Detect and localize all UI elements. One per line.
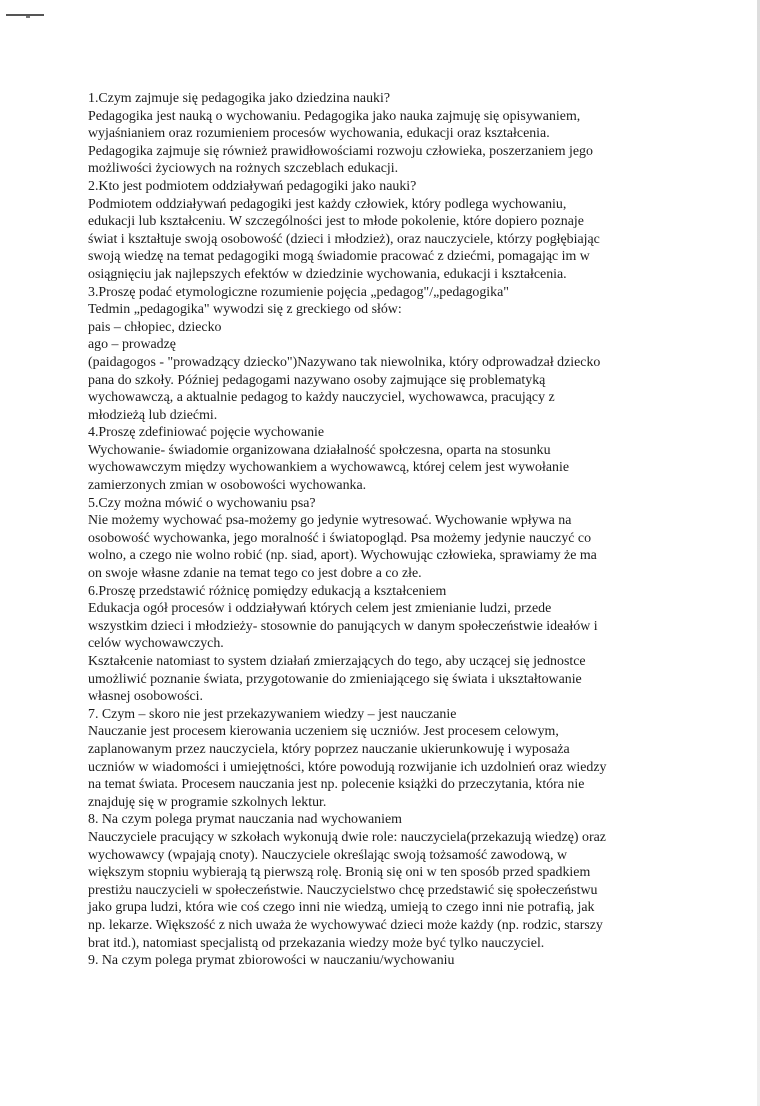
text-line: Tedmin „pedagogika" wywodzi się z greckiego od słów: (88, 302, 402, 318)
text-line: celów wychowawczych. (88, 636, 224, 652)
text-line: (paidagogos - "prowadzący dziecko")Nazywano tak niewolnika, który odprowadzał dziecko (88, 354, 601, 370)
text-line: uczniów w wiadomości i umiejętności, które powodują rozwijanie ich uzdolnień oraz wiedzy (88, 759, 607, 775)
document-page (88, 90, 688, 970)
text-line: Nauczyciele pracujący w szkołach wykonują dwie role: nauczyciela(przekazują wiedzę) oraz (88, 829, 606, 845)
text-line: jako grupa ludzi, która wie coś czego inni nie wiedzą, umieją to czego inni nie potrafią, jak (88, 900, 595, 916)
text-line: wyjaśnianiem oraz rozumieniem procesów wychowania, edukacji oraz kształcenia. (88, 126, 550, 142)
text-line: prestiżu nauczycieli w społeczeństwie. Nauczycielstwo chcę przedstawić się społeczeństwu (88, 882, 598, 898)
text-line: pais – chłopiec, dziecko (88, 319, 222, 335)
text-line: osiągnięciu jak najlepszych efektów w dziedzinie wychowania, edukacji i kształcenia. (88, 266, 567, 282)
question-line: 6.Proszę przedstawić różnicę pomiędzy edukacją a kształceniem (88, 583, 447, 599)
text-line: świat i kształtuje swoją osobowość (dzieci i młodzież), oraz nauczyciele, którzy pogłębiając (88, 231, 600, 247)
scan-mark (6, 14, 44, 16)
text-line: wychowawczą, a aktualnie pedagog to każdy nauczyciel, wychowawca, pracujący z (88, 390, 555, 406)
text-line: na temat świata. Procesem nauczania jest np. polecenie książki do przeczytania, która nie (88, 777, 585, 793)
text-line: własnej osobowości. (88, 689, 203, 705)
text-line: możliwości życiowych na rożnych szczeblach edukacji. (88, 161, 399, 177)
text-line: umożliwić poznanie świata, przygotowanie do zmieniającego się świata i ukształtowanie (88, 671, 582, 687)
text-line: np. lekarze. Większość z nich uważa że wychowywać dzieci może każdy (np. rodzic, starszy (88, 917, 603, 933)
question-line: 2.Kto jest podmiotem oddziaływań pedagogiki jako nauki? (88, 178, 417, 194)
text-line: brat itd.), natomiast specjalistą od przekazania wiedzy może być tylko nauczyciel. (88, 935, 545, 951)
question-line: 5.Czy można mówić o wychowaniu psa? (88, 495, 316, 511)
text-line: większym stopniu wybierają tą pierwszą rolę. Bronią się oni w ten sposób przed spadkiem (88, 865, 591, 881)
text-line: ago – prowadzę (88, 337, 176, 353)
text-line: wolno, a czego nie wolno robić (np. siad, aport). Wychowując człowieka, sprawiamy że ma (88, 548, 597, 564)
text-line: Pedagogika jest nauką o wychowaniu. Pedagogika jako nauka zajmuję się opisywaniem, (88, 108, 581, 124)
text-line: edukacji lub kształceniu. W szczególności jest to młode pokolenie, które dopiero poznaje (88, 214, 584, 230)
question-line: 1.Czym zajmuje się pedagogika jako dziedzina nauki? (88, 91, 391, 106)
text-line: on swoje własne zdanie na temat tego co jest dobre a co złe. (88, 566, 422, 582)
text-line: Podmiotem oddziaływań pedagogiki jest każdy człowiek, który podlega wychowaniu, (88, 196, 567, 212)
text-line: zaplanowanym przez nauczyciela, który poprzez nauczanie ukierunkowuję i wyposaża (88, 741, 570, 757)
question-line: 7. Czym – skoro nie jest przekazywaniem wiedzy – jest nauczanie (88, 706, 457, 722)
text-line: młodzieżą lub dziećmi. (88, 407, 218, 423)
question-line: 4.Proszę zdefiniować pojęcie wychowanie (88, 425, 325, 441)
text-line: Pedagogika zajmuje się również prawidłowościami rozwoju człowieka, poszerzaniem jego (88, 143, 593, 159)
text-line: swoją wiedzę na temat pedagogiki mogą świadomie pracować z dziećmi, pomagając im w (88, 249, 590, 265)
text-line: wszystkim dzieci i młodzieży- stosownie do panujących w danym społeczeństwie ideałów i (88, 618, 598, 634)
text-line: Nauczanie jest procesem kierowania uczeniem się uczniów. Jest procesem celowym, (88, 724, 559, 740)
question-line: 8. Na czym polega prymat nauczania nad wychowaniem (88, 812, 402, 828)
text-line: Wychowanie- świadomie organizowana działalność społczesna, oparta na stosunku (88, 442, 551, 458)
text-line: wychowawczym między wychowankiem a wychowawcą, której celem jest wywołanie (88, 460, 569, 476)
text-line: znajduję się w programie szkolnych lektur. (88, 794, 327, 810)
text-line: osobowość wychowanka, jego moralność i światopogląd. Psa możemy jedynie nauczyć co (88, 530, 592, 546)
question-line: 3.Proszę podać etymologiczne rozumienie pojęcia „pedagog"/„pedagogika" (88, 284, 509, 300)
text-line: Kształcenie natomiast to system działań zmierzających do tego, aby uczącej się jednostce (88, 654, 586, 669)
question-line: 9. Na czym polega prymat zbiorowości w nauczaniu/wychowaniu (88, 953, 455, 969)
text-line: zamierzonych zmian w osobowości wychowanka. (88, 478, 367, 494)
text-line: pana do szkoły. Później pedagogami nazywano osoby zajmujące się problematyką (88, 372, 546, 388)
text-line: Edukacja ogół procesów i oddziaływań których celem jest zmienianie ludzi, przede (88, 601, 552, 617)
text-line: wychowawcy (wpajają cnoty). Nauczyciele określając swoją tożsamość zawodową, w (88, 847, 568, 863)
text-line: Nie możemy wychować psa-możemy go jedynie wytresować. Wychowanie wpływa na (88, 513, 572, 529)
